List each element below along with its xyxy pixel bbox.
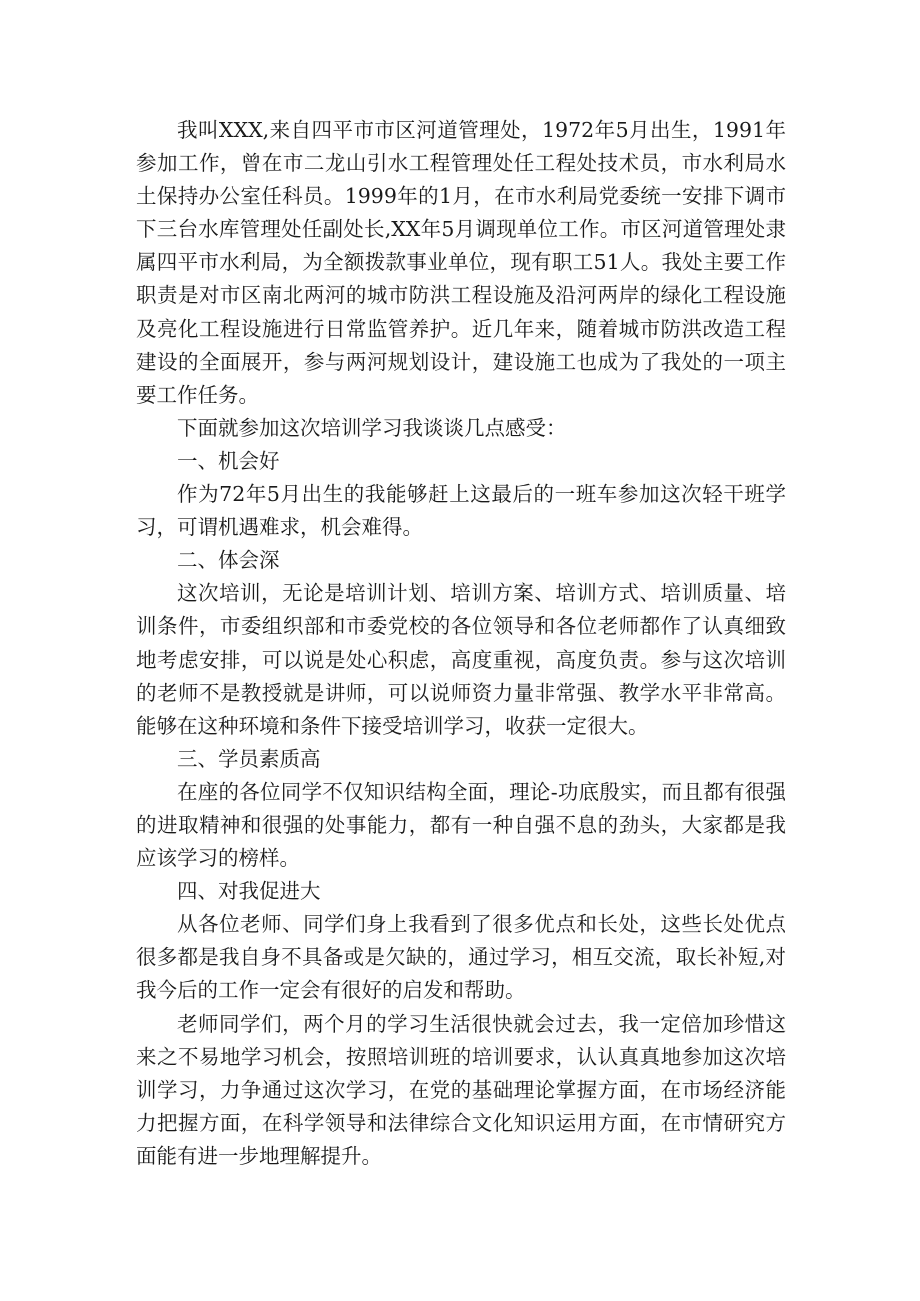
section-heading-1: 一、机会好 xyxy=(177,448,280,473)
section-heading-3: 三、学员素质高 xyxy=(177,746,321,771)
paragraph-section-2: 这次培训，无论是培训计划、培训方案、培训方式、培训质量、培训条件，市委组织部和市委党校的各位领导和各位老师都作了认真细致地考虑安排，可以说是处心积虑，高度重视，高度负责。参与这次培训的老师不是教授就是讲师，可以说师资力量非常强、教学水平非常高。能够在这种环境和条件下接受培训学习，收获一定很大。 xyxy=(136,581,786,738)
paragraph-transition: 下面就参加这次培训学习我谈谈几点感受： xyxy=(177,415,567,440)
paragraph-closing: 老师同学们，两个月的学习生活很快就会过去，我一定倍加珍惜这来之不易地学习机会，按照培训班的培训要求，认认真真地参加这次培训学习，力争通过这次学习，在党的基础理论掌握方面，在市场经济能力把握方面，在科学领导和法律综合文化知识运用方面，在市情研究方面能有进一步地理解提升。 xyxy=(136,1011,786,1168)
paragraph-section-3: 在座的各位同学不仅知识结构全面，理论-功底殷实，而且都有很强的进取精神和很强的处事能力，都有一种自强不息的劲头，大家都是我应该学习的榜样。 xyxy=(136,779,786,871)
paragraph-intro: 我叫XXX,来自四平市市区河道管理处，1972年5月出生，1991年参加工作，曾在市二龙山引水工程管理处任工程处技术员，市水利局水土保持办公室任科员。1999年的1月，在市水利局党委统一安排下调市下三台水库管理处任副处长,XX年5月调现单位工作。市区河道管理处隶属四平市水利局，为全额拨款事业单位，现有职工51人。我处主要工作职责是对市区南北两河的城市防洪工程设施及沿河两岸的绿化工程设施及亮化工程设施进行日常监管养护。近几年来，随着城市防洪改造工程建设的全面展开，参与两河规划设计，建设施工也成为了我处的一项主要工作任务。 xyxy=(136,118,786,407)
paragraph-section-1: 作为72年5月出生的我能够赶上这最后的一班车参加这次轻干班学习，可谓机遇难求，机会难得。 xyxy=(136,482,786,540)
section-heading-4: 四、对我促进大 xyxy=(177,879,321,904)
paragraph-section-4: 从各位老师、同学们身上我看到了很多优点和长处，这些长处优点很多都是我自身不具备或是欠缺的，通过学习，相互交流，取长补短,对我今后的工作一定会有很好的启发和帮助。 xyxy=(136,912,786,1003)
section-heading-2: 二、体会深 xyxy=(177,548,280,573)
document-body xyxy=(136,114,786,1173)
